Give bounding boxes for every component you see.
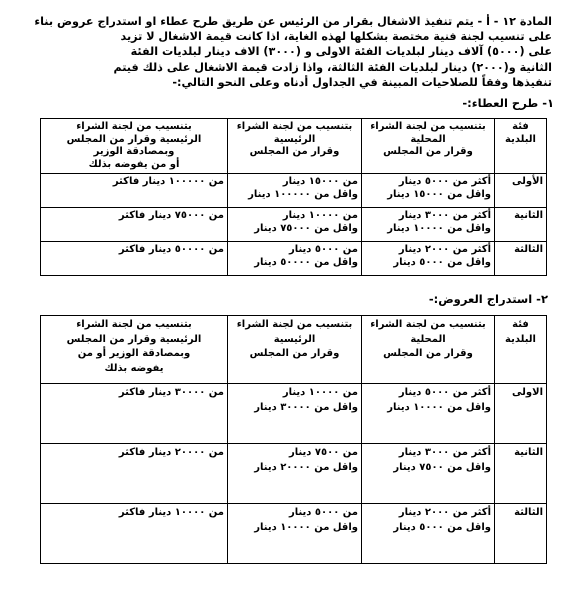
- table-header-row: [41, 119, 547, 174]
- category-cell: الأولى: [495, 174, 547, 208]
- main-range-cell: من ٥٠٠٠ دينار واقل من ٥٠٠٠٠ دينار: [228, 242, 362, 276]
- article-line: على تنسيب لجنة فنية مختصة بشكلها لهذه الغاية، اذا كانت قيمة الاشغال لا تزيد: [120, 30, 552, 44]
- article-line: تنفيذها وفقاً للصلاحيات المبينة في الجداول أدناه وعلى النحو التالي:-: [172, 75, 552, 89]
- minister-range-cell: من ١٠٠٠٠ دينار فاكثر: [41, 504, 228, 564]
- header-main-committee: بتنسيب من لجنة الشراء الرئيسية وقرار من المجلس: [228, 119, 362, 174]
- section2-heading: ٢- استدراج العروض:-: [428, 292, 548, 306]
- header-category: فئة البلدية: [495, 119, 547, 174]
- minister-range-cell: من ١٠٠٠٠٠ دينار فاكثر: [41, 174, 228, 208]
- minister-range-cell: من ٢٠٠٠٠ دينار فاكثر: [41, 444, 228, 504]
- table-row: [41, 242, 547, 276]
- table-header-row: [41, 316, 547, 384]
- main-range-cell: من ١٥٠٠٠ دينار واقل من ١٠٠٠٠٠ دينار: [228, 174, 362, 208]
- local-range-cell: أكثر من ٥٠٠٠ دينار واقل من ١٠٠٠٠ دينار: [362, 384, 495, 444]
- table-row: [41, 444, 547, 504]
- main-range-cell: من ٧٥٠٠ دينار واقل من ٢٠٠٠٠ دينار: [228, 444, 362, 504]
- header-minister-approval: بتنسيب من لجنة الشراء الرئيسية وقرار من المجلس وبمصادقة الوزير أو من يفوضه بذلك: [41, 119, 228, 174]
- header-local-committee: بتنسيب من لجنة الشراء المحلية وقرار من المجلس: [362, 316, 495, 384]
- category-cell: الثالثة: [495, 242, 547, 276]
- header-minister-approval: بتنسيب من لجنة الشراء الرئيسية وقرار من المجلس وبمصادقة الوزير أو من يفوضه بذلك: [41, 316, 228, 384]
- local-range-cell: أكثر من ٣٠٠٠ دينار واقل من ١٠٠٠٠ دينار: [362, 208, 495, 242]
- category-cell: الثانية: [495, 208, 547, 242]
- tender-table: [40, 118, 547, 276]
- article-paragraph: [28, 14, 552, 90]
- table-row: [41, 174, 547, 208]
- local-range-cell: أكثر من ٥٠٠٠ دينار واقل من ١٥٠٠٠ دينار: [362, 174, 495, 208]
- main-range-cell: من ١٠٠٠٠ دينار واقل من ٧٥٠٠٠ دينار: [228, 208, 362, 242]
- table-row: [41, 208, 547, 242]
- minister-range-cell: من ٧٥٠٠٠ دينار فاكثر: [41, 208, 228, 242]
- header-main-committee: بتنسيب من لجنة الشراء الرئيسية وقرار من المجلس: [228, 316, 362, 384]
- table-row: [41, 384, 547, 444]
- local-range-cell: أكثر من ٣٠٠٠ دينار واقل من ٧٥٠٠ دينار: [362, 444, 495, 504]
- header-category: فئة البلدية: [495, 316, 547, 384]
- minister-range-cell: من ٥٠٠٠٠ دينار فاكثر: [41, 242, 228, 276]
- main-range-cell: من ١٠٠٠٠ دينار واقل من ٣٠٠٠٠ دينار: [228, 384, 362, 444]
- table-row: [41, 504, 547, 564]
- minister-range-cell: من ٣٠٠٠٠ دينار فاكثر: [41, 384, 228, 444]
- main-range-cell: من ٥٠٠٠ دينار واقل من ١٠٠٠٠ دينار: [228, 504, 362, 564]
- local-range-cell: أكثر من ٢٠٠٠ دينار واقل من ٥٠٠٠ دينار: [362, 504, 495, 564]
- quotation-table: [40, 315, 547, 564]
- category-cell: الثالثة: [495, 504, 547, 564]
- header-local-committee: بتنسيب من لجنة الشراء المحلية وقرار من المجلس: [362, 119, 495, 174]
- section1-heading: ١- طرح العطاء:-: [462, 96, 554, 110]
- category-cell: الثانية: [495, 444, 547, 504]
- article-line: المادة ١٢ - أ - يتم تنفيذ الاشغال بقرار من الرئيس عن طريق طرح عطاء او استدراج عروض بناء: [34, 15, 552, 28]
- article-line: على (٥٠٠٠) آلاف دينار لبلديات الفئة الاولى و (٣٠٠٠) الاف دينار لبلديات الفئة: [130, 45, 552, 59]
- local-range-cell: أكثر من ٢٠٠٠ دينار واقل من ٥٠٠٠ دينار: [362, 242, 495, 276]
- article-line: الثانية و(٢٠٠٠) دينار لبلديات الفئة الثالثة، واذا زادت قيمة الاشغال على ذلك فيتم: [113, 60, 552, 74]
- category-cell: الاولى: [495, 384, 547, 444]
